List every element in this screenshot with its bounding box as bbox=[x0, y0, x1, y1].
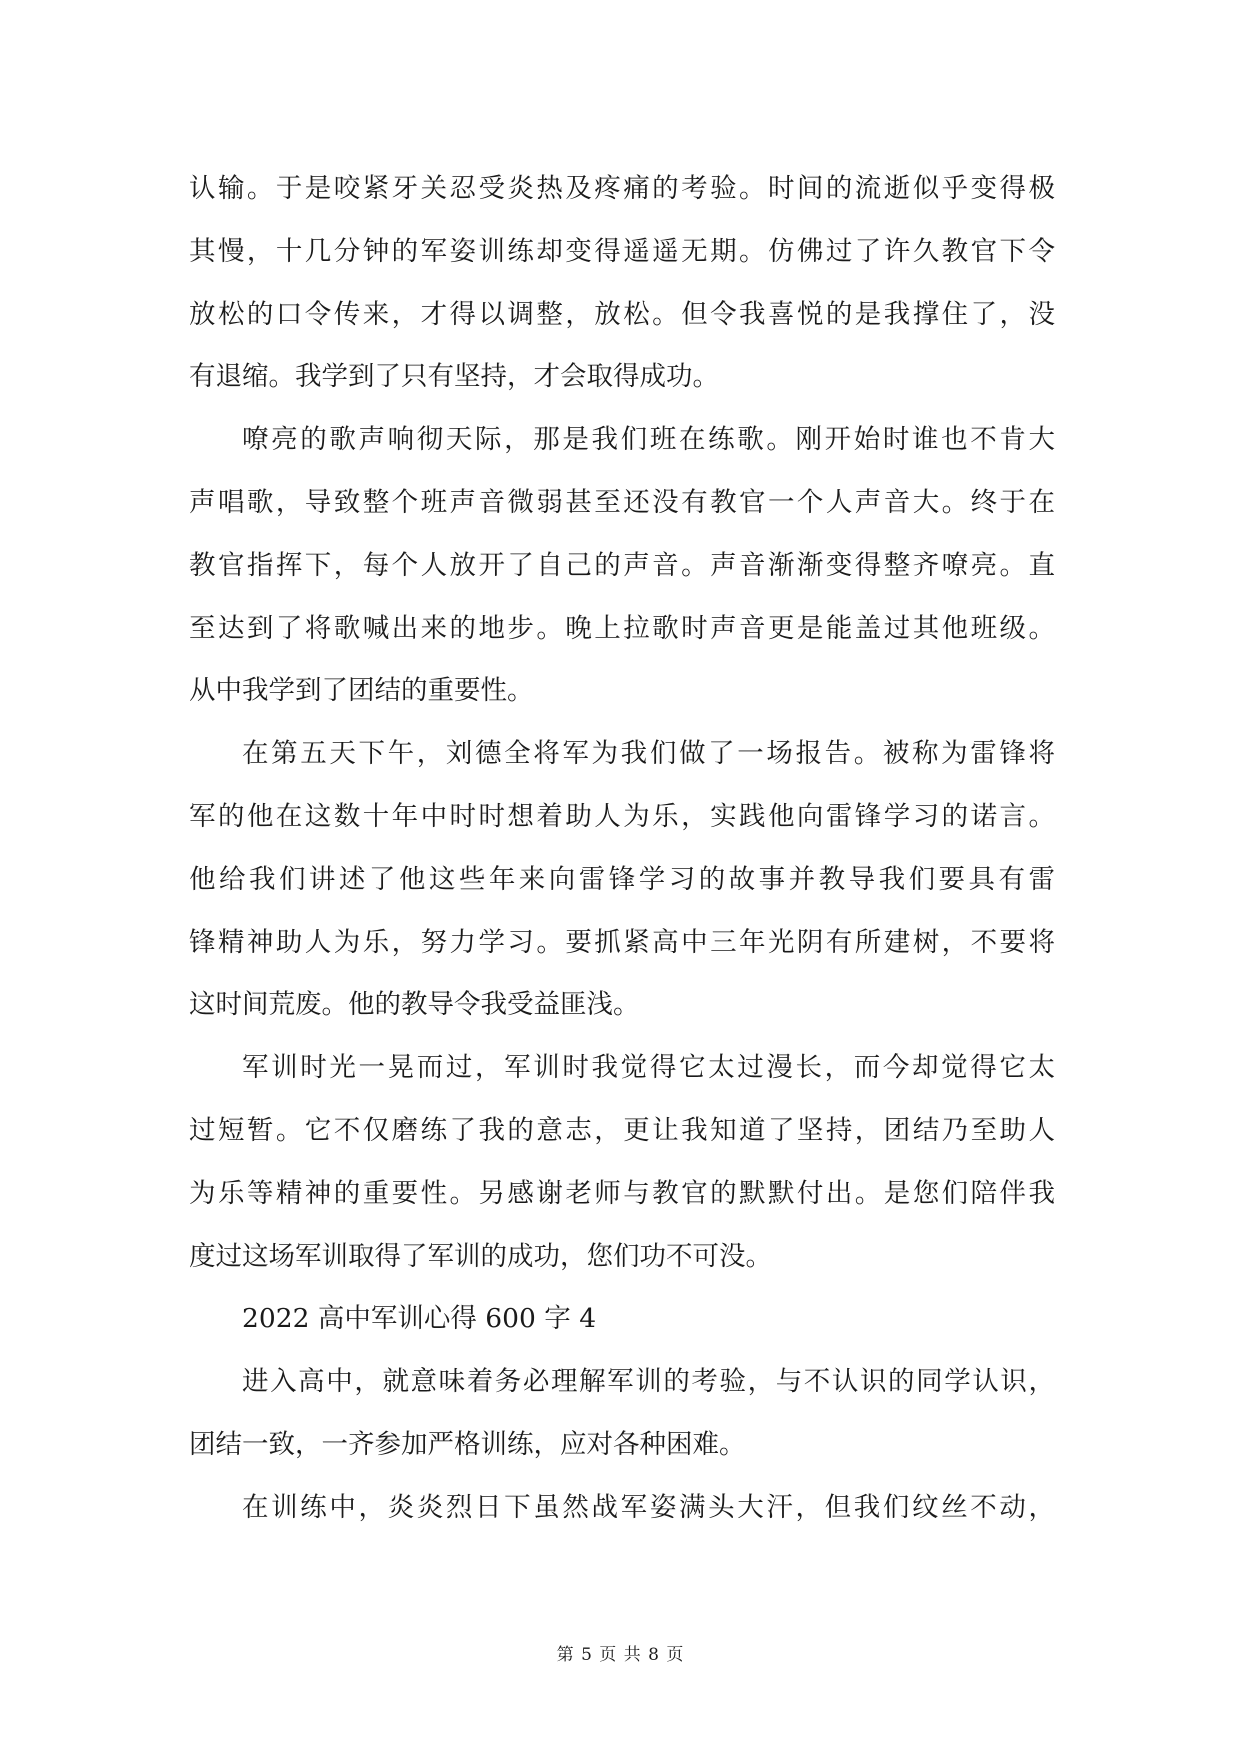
paragraph bbox=[189, 723, 1055, 1037]
paragraph bbox=[189, 158, 1055, 409]
text-line: 这时间荒废。他的教导令我受益匪浅。 bbox=[189, 989, 640, 1021]
text-line: 嘹亮的歌声响彻天际，那是我们班在练歌。刚开始时谁也不肯大 bbox=[242, 424, 1055, 456]
text-line: 进入高中，就意味着务必理解军训的考验，与不认识的同学认识， bbox=[242, 1366, 1055, 1398]
text-line: 声唱歌，导致整个班声音微弱甚至还没有教官一个人声音大。终于在 bbox=[189, 486, 1055, 518]
document-body bbox=[189, 158, 1055, 1540]
text-line: 至达到了将歌喊出来的地步。晚上拉歌时声音更是能盖过其他班级。 bbox=[189, 612, 1055, 644]
heading-text: 2022 高中军训心得 600 字 4 bbox=[242, 1303, 597, 1335]
text-line: 过短暂。它不仅磨练了我的意志，更让我知道了坚持，团结乃至助人 bbox=[189, 1114, 1055, 1146]
text-line: 在训练中，炎炎烈日下虽然战军姿满头大汗，但我们纹丝不动， bbox=[242, 1491, 1055, 1523]
text-line: 放松的口令传来，才得以调整，放松。但令我喜悦的是我撑住了，没 bbox=[189, 298, 1055, 330]
page-footer bbox=[0, 1640, 1241, 1665]
text-line: 锋精神助人为乐，努力学习。要抓紧高中三年光阴有所建树，不要将 bbox=[189, 926, 1055, 958]
paragraph bbox=[189, 1037, 1055, 1288]
paragraph bbox=[189, 1477, 1055, 1540]
text-line: 教官指挥下，每个人放开了自己的声音。声音渐渐变得整齐嘹亮。直 bbox=[189, 549, 1055, 581]
text-line: 他给我们讲述了他这些年来向雷锋学习的故事并教导我们要具有雷 bbox=[189, 863, 1055, 895]
text-line: 度过这场军训取得了军训的成功，您们功不可没。 bbox=[189, 1240, 772, 1272]
paragraph bbox=[189, 1351, 1055, 1477]
text-line: 在第五天下午，刘德全将军为我们做了一场报告。被称为雷锋将 bbox=[242, 738, 1055, 770]
text-line: 为乐等精神的重要性。另感谢老师与教官的默默付出。是您们陪伴我 bbox=[189, 1177, 1055, 1209]
text-line: 从中我学到了团结的重要性。 bbox=[189, 675, 534, 707]
paragraph bbox=[189, 409, 1055, 723]
section-heading bbox=[189, 1288, 1055, 1351]
text-line: 其慢，十几分钟的军姿训练却变得遥遥无期。仿佛过了许久教官下令 bbox=[189, 235, 1055, 267]
text-line: 团结一致，一齐参加严格训练，应对各种困难。 bbox=[189, 1428, 746, 1460]
text-line: 认输。于是咬紧牙关忍受炎热及疼痛的考验。时间的流逝似乎变得极 bbox=[189, 173, 1055, 204]
text-line: 有退缩。我学到了只有坚持，才会取得成功。 bbox=[189, 361, 719, 393]
page-number: 第 5 页 共 8 页 bbox=[556, 1645, 685, 1665]
text-line: 军的他在这数十年中时时想着助人为乐，实践他向雷锋学习的诺言。 bbox=[189, 800, 1055, 832]
text-line: 军训时光一晃而过，军训时我觉得它太过漫长，而今却觉得它太 bbox=[242, 1052, 1055, 1084]
